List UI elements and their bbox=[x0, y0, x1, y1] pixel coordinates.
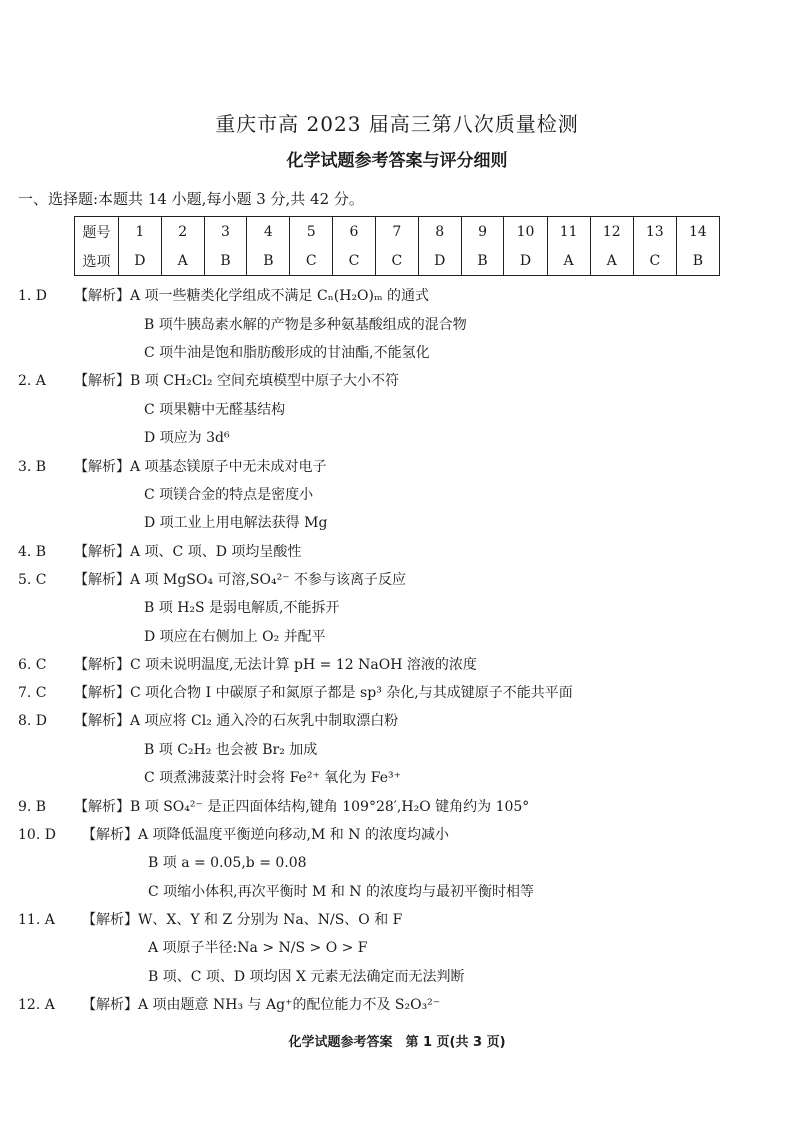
question-number: 11 bbox=[547, 217, 590, 247]
question-number-label: 2. A bbox=[18, 373, 46, 389]
explanation-line: B 项 a = 0.05,b = 0.08 bbox=[148, 855, 307, 871]
question-number: 9 bbox=[461, 217, 504, 247]
question-number: 2 bbox=[161, 217, 204, 247]
explanation-line: B 项牛胰岛素水解的产物是多种氨基酸组成的混合物 bbox=[144, 317, 467, 333]
question-number: 1 bbox=[118, 217, 161, 247]
explanation-line: 【解析】A 项一些糖类化学组成不满足 Cₙ(H₂O)ₘ 的通式 bbox=[74, 288, 430, 304]
explanation-line: B 项 C₂H₂ 也会被 Br₂ 加成 bbox=[144, 742, 318, 758]
explanation-line: 【解析】C 项未说明温度,无法计算 pH = 12 NaOH 溶液的浓度 bbox=[74, 657, 477, 673]
question-number-label: 7. C bbox=[18, 685, 47, 701]
question-number-label: 4. B bbox=[18, 544, 47, 560]
explanation-line: 【解析】A 项、C 项、D 项均呈酸性 bbox=[74, 544, 302, 560]
explanation-line: D 项工业上用电解法获得 Mg bbox=[144, 515, 328, 531]
explanation-line: 【解析】A 项由题意 NH₃ 与 Ag⁺的配位能力不及 S₂O₃²⁻ bbox=[82, 997, 441, 1013]
answer-option: C bbox=[375, 246, 418, 276]
explanation-line: D 项应在右侧加上 O₂ 并配平 bbox=[144, 629, 326, 645]
row-label-option: 选项 bbox=[75, 246, 119, 276]
explanation-line: B 项、C 项、D 项均因 X 元素无法确定而无法判断 bbox=[148, 969, 465, 985]
explanation-line: 【解析】B 项 SO₄²⁻ 是正四面体结构,键角 109°28′,H₂O 键角约为 105° bbox=[74, 799, 530, 815]
answer-option: D bbox=[504, 246, 547, 276]
page-title: 重庆市高 2023 届高三第八次质量检测 bbox=[215, 112, 579, 136]
explanation-line: C 项缩小体积,再次平衡时 M 和 N 的浓度均与最初平衡时相等 bbox=[148, 884, 534, 900]
question-number: 6 bbox=[333, 217, 376, 247]
question-number-label: 12. A bbox=[18, 997, 55, 1013]
answer-table bbox=[74, 216, 720, 276]
question-number: 4 bbox=[247, 217, 290, 247]
answer-option: B bbox=[247, 246, 290, 276]
question-number-label: 11. A bbox=[18, 912, 55, 928]
question-number-label: 6. C bbox=[18, 657, 47, 673]
explanation-line: C 项牛油是饱和脂肪酸形成的甘油酯,不能氢化 bbox=[144, 345, 430, 361]
section-heading: 一、选择题:本题共 14 小题,每小题 3 分,共 42 分。 bbox=[18, 190, 364, 208]
explanation-line: A 项原子半径:Na > N/S > O > F bbox=[148, 940, 368, 956]
explanation-line: 【解析】A 项 MgSO₄ 可溶,SO₄²⁻ 不参与该离子反应 bbox=[74, 572, 407, 588]
answer-option: A bbox=[590, 246, 633, 276]
question-number: 5 bbox=[290, 217, 333, 247]
explanation-line: 【解析】B 项 CH₂Cl₂ 空间充填模型中原子大小不符 bbox=[74, 373, 399, 389]
question-number-label: 1. D bbox=[18, 288, 48, 304]
answer-option: D bbox=[418, 246, 461, 276]
question-number: 8 bbox=[418, 217, 461, 247]
explanation-line: C 项镁合金的特点是密度小 bbox=[144, 487, 314, 503]
question-number-label: 9. B bbox=[18, 799, 47, 815]
question-number: 12 bbox=[590, 217, 633, 247]
explanation-line: 【解析】W、X、Y 和 Z 分别为 Na、N/S、O 和 F bbox=[82, 912, 403, 928]
question-number-label: 10. D bbox=[18, 827, 56, 843]
explanation-line: 【解析】A 项降低温度平衡逆向移动,M 和 N 的浓度均减小 bbox=[82, 827, 449, 843]
answer-option: C bbox=[633, 246, 676, 276]
answer-option: A bbox=[547, 246, 590, 276]
answer-option: A bbox=[161, 246, 204, 276]
explanation-line: 【解析】A 项应将 Cl₂ 通入冷的石灰乳中制取漂白粉 bbox=[74, 713, 399, 729]
explanation-line: B 项 H₂S 是弱电解质,不能拆开 bbox=[144, 600, 340, 616]
explanation-line: 【解析】C 项化合物 I 中碳原子和氮原子都是 sp³ 杂化,与其成键原子不能共平面 bbox=[74, 685, 573, 701]
question-number: 14 bbox=[676, 217, 719, 247]
answer-option: D bbox=[118, 246, 161, 276]
question-number: 13 bbox=[633, 217, 676, 247]
page-footer: 化学试题参考答案 第 1 页(共 3 页) bbox=[288, 1035, 506, 1050]
explanation-line: D 项应为 3d⁶ bbox=[144, 430, 230, 446]
question-number-label: 5. C bbox=[18, 572, 47, 588]
answer-option: B bbox=[204, 246, 247, 276]
question-number: 10 bbox=[504, 217, 547, 247]
question-number: 3 bbox=[204, 217, 247, 247]
row-label-number: 题号 bbox=[75, 217, 119, 247]
answer-table-number-row bbox=[75, 217, 720, 247]
page-subtitle: 化学试题参考答案与评分细则 bbox=[286, 151, 508, 171]
answer-table-option-row bbox=[75, 246, 720, 276]
answer-option: B bbox=[676, 246, 719, 276]
explanation-line: C 项煮沸菠菜汁时会将 Fe²⁺ 氧化为 Fe³⁺ bbox=[144, 770, 401, 786]
answer-option: C bbox=[333, 246, 376, 276]
question-number: 7 bbox=[375, 217, 418, 247]
question-number-label: 8. D bbox=[18, 713, 48, 729]
answer-option: B bbox=[461, 246, 504, 276]
explanation-line: 【解析】A 项基态镁原子中无未成对电子 bbox=[74, 459, 327, 475]
answer-option: C bbox=[290, 246, 333, 276]
question-number-label: 3. B bbox=[18, 459, 47, 475]
explanation-line: C 项果糖中无醛基结构 bbox=[144, 402, 286, 418]
